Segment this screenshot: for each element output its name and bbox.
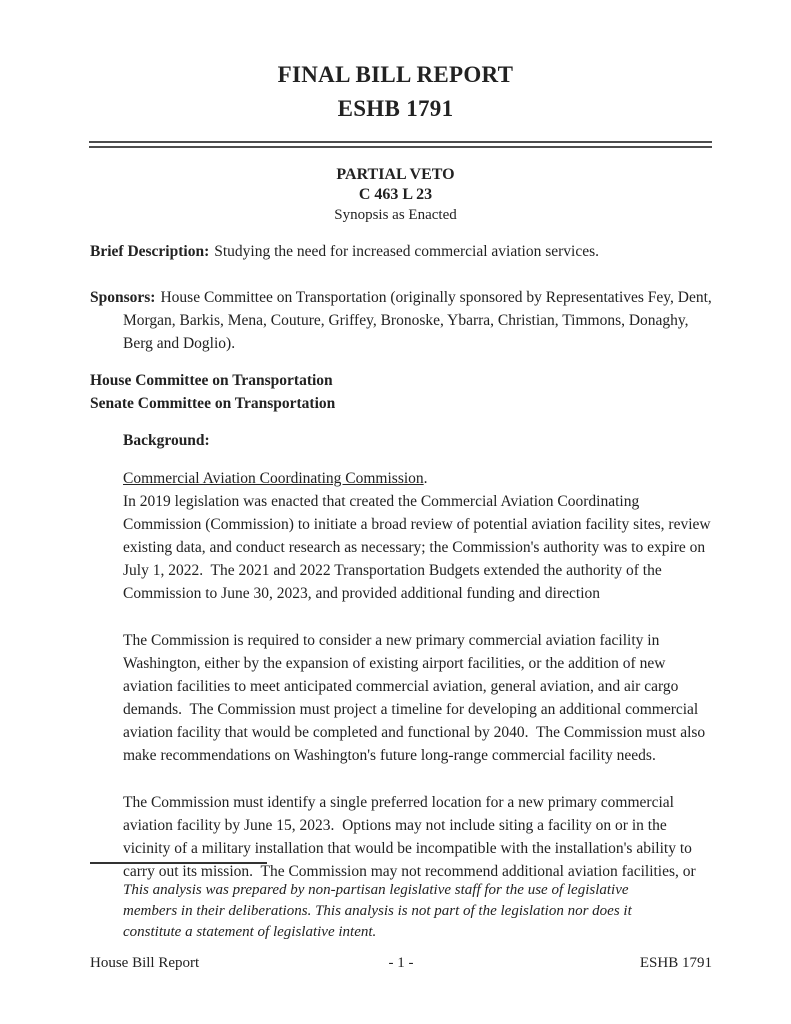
report-header [0,58,791,126]
session-law-number: C 463 L 23 [358,186,433,203]
footer-report-type: House Bill Report [90,955,200,971]
background-paragraph-2: The Commission is required to consider a new primary commercial aviation facility in Washington, either by the expansion of existing airport facilities, or the addition of new aviation facilities to meet anticipated commercial aviation, general aviation, and air cargo demands. The Commission must project a timeline for developing an additional commercial aviation facility that would be completed and functional by 2040. The Commission must also make recommendations on Washington's future long-range commercial facility needs. [123,632,710,764]
sponsors [90,286,716,355]
report-title: FINAL BILL REPORT [277,62,514,87]
synopsis-label: Synopsis as Enacted [334,207,457,223]
background-section [90,429,715,883]
background-paragraph-1: In 2019 legislation was enacted that created the Commercial Aviation Coordinating Commission (Commission) to initiate a broad review of potential aviation facility sites, review existing data, and conduct research as necessary; the Commission's authority was to expire on July 1, 2022. The 2021 and 2022 Transportation Budgets extended the authority of the Commission to June 30, 2023, and provided additional funding and direction [123,493,715,602]
document-body [90,240,716,883]
veto-status: PARTIAL VETO [336,166,455,183]
committee-list [90,369,712,415]
committee-senate: Senate Committee on Transportation [90,395,336,412]
footnote-area [90,862,712,943]
background-heading: Background: [123,432,210,449]
subsection-heading-text: Commercial Aviation Coordinating Commission [123,470,424,487]
footnote-disclaimer: This analysis was prepared by non-partisan legislative staff for the use of legislative members in their deliberations. This analysis is not part of the legislation nor does it constitute a statement of legislative intent. [123,882,636,940]
page-footer [90,955,712,972]
background-paragraph-3: The Commission must identify a single preferred location for a new primary commercial aviation facility by June 15, 2023. Options may not include siting a facility on or in the vicinity of a military installation that would be incompatible with the installation's ability to carry out its mission. The Commission may not recommend additional aviation facilities, or [123,794,696,880]
header-divider-rule [89,141,712,148]
brief-description-text: Studying the need for increased commercial aviation services. [214,243,600,260]
committee-house: House Committee on Transportation [90,372,333,389]
subsection-heading [123,467,712,490]
brief-description [90,240,712,263]
footer-bill-number: ESHB 1791 [639,955,712,971]
subsection-commission [123,467,715,605]
footnote-separator-rule [90,862,267,864]
sponsors-label: Sponsors: [90,289,156,306]
footer-page-number: - 1 - [388,955,414,971]
sponsors-text: House Committee on Transportation (originally sponsored by Representatives Fey, Dent, Morgan, Barkis, Mena, Couture, Griffey, Bronoske, Ybarra, Christian, Timmons, Donaghy, Berg and Doglio). [123,289,716,352]
status-block [0,165,791,225]
brief-description-label: Brief Description: [90,243,210,260]
subsection-heading-punctuation: . [423,470,428,487]
bill-number-title: ESHB 1791 [337,96,454,121]
